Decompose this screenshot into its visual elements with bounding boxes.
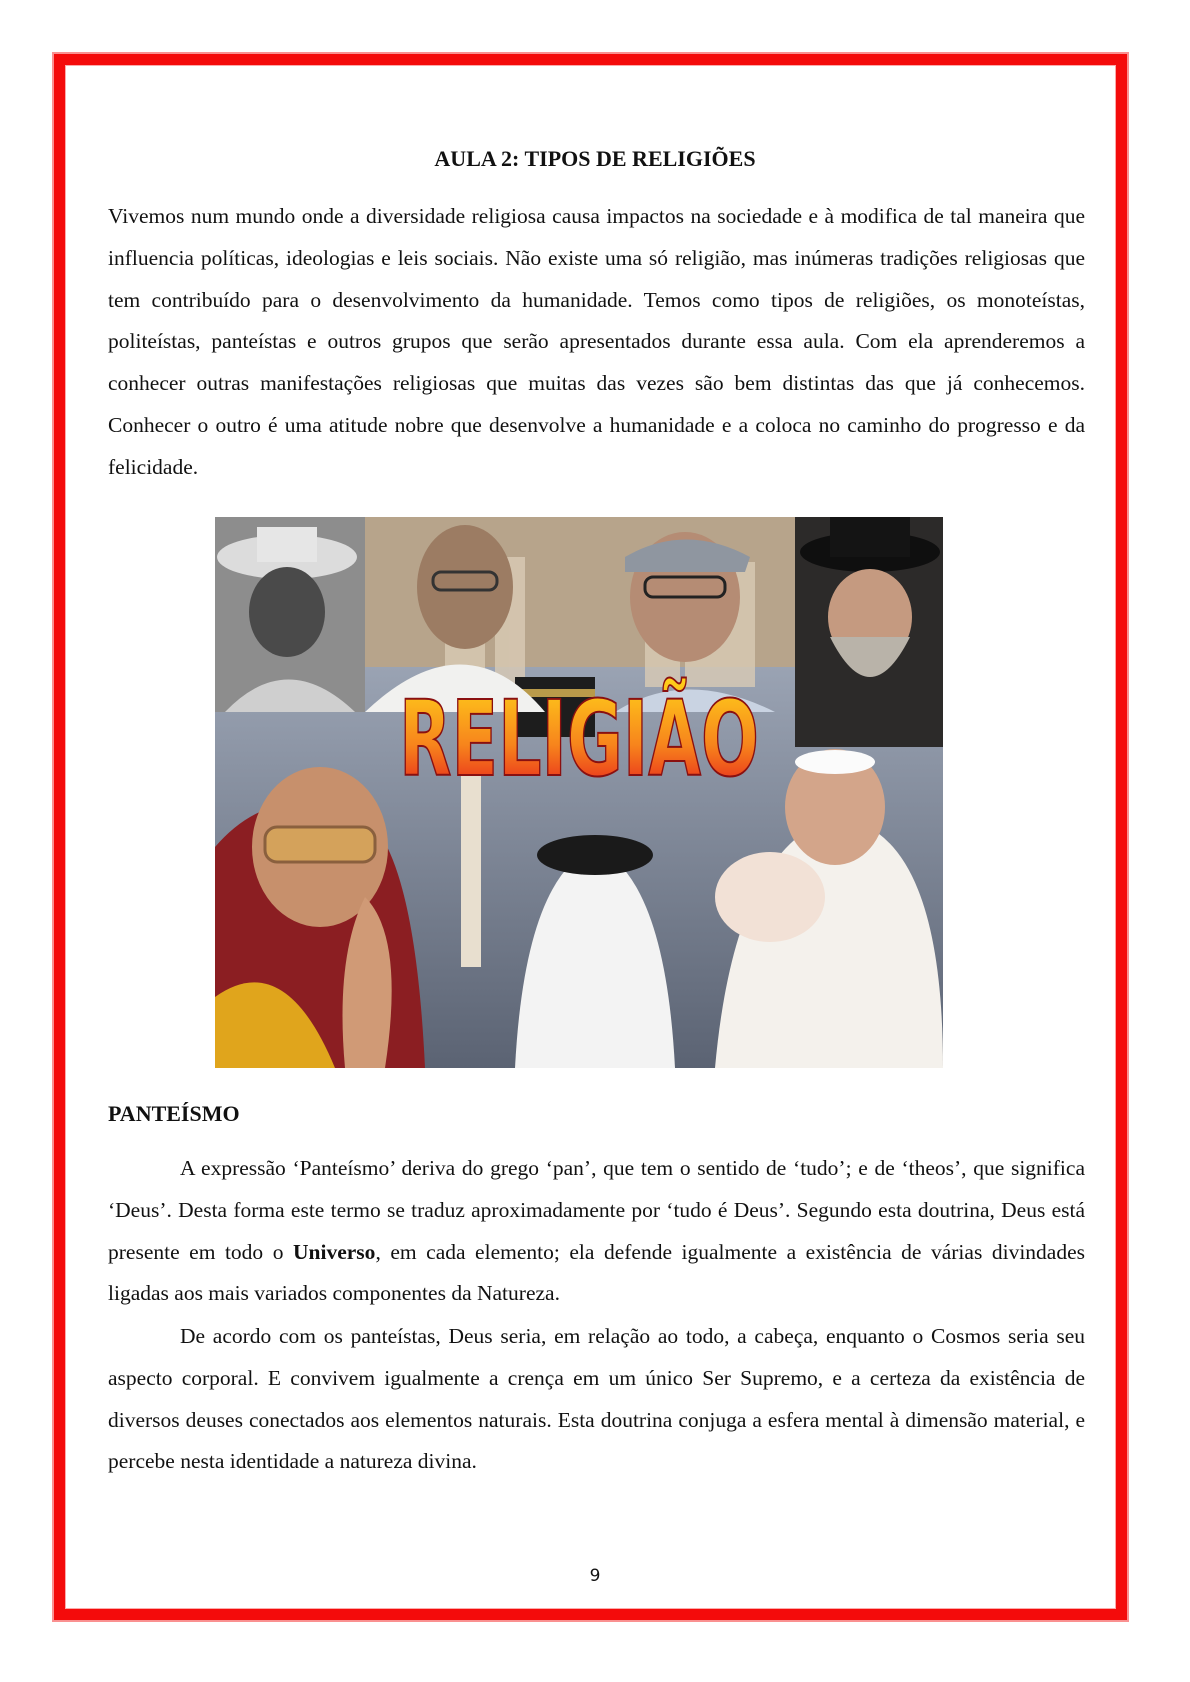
- p1-text-end: , em cada elemento; ela defende igualmente a existência de várias divindades ligadas aos mais variados componentes da Natureza.: [108, 1239, 1086, 1306]
- intro-paragraph: Vivemos num mundo onde a diversidade religiosa causa impactos na sociedade e à modifica de tal maneira que influencia políticas, ideologias e leis sociais. Não existe uma só religião, mas inúmeras tradições religiosas que tem contribuído para o desenvolvimento da humanidade. Temos como tipos de religiões, os monoteístas, politeístas, panteístas e outros grupos que serão apresentados durante essa aula. Com ela aprenderemos a conhecer outras manifestações religiosas que muitas das vezes são bem distintas das que já conhecemos. Conhecer o outro é uma atitude nobre que desenvolve a humanidade e a coloca no caminho do progresso e da felicidade.: [108, 204, 1085, 479]
- collage-caption: RELIGIÃO: [399, 678, 759, 800]
- lesson-title: AULA 2: TIPOS DE RELIGIÕES: [434, 146, 756, 171]
- page-number: 9: [589, 1566, 601, 1586]
- pantheism-paragraph-1: [108, 1148, 1085, 1315]
- section-title: PANTEÍSMO: [108, 1101, 240, 1126]
- collage-illustration: [215, 517, 943, 1068]
- p1-bold-term: Universo: [293, 1239, 376, 1264]
- p1-text-start: A expressão ‘Panteísmo’ deriva do grego ‘pan’, que tem o sentido de ‘tudo’; e de ‘theos’, que significa ‘Deus’. Desta forma este termo se traduz aproximadamente por ‘tudo é Deus’. Segundo esta doutrina, Deus está presente em todo o: [108, 1156, 1085, 1264]
- religion-collage-image: [215, 517, 943, 1068]
- pantheism-paragraph-2: De acordo com os panteístas, Deus seria, em relação ao todo, a cabeça, enquanto o Cosmos seria seu aspecto corporal. E convivem igualmente a crença em um único Ser Supremo, e a certeza da existência de diversos deuses conectados aos elementos naturais. Esta doutrina conjuga a esfera mental à dimensão material, e percebe nesta identidade a natureza divina.: [108, 1324, 1085, 1474]
